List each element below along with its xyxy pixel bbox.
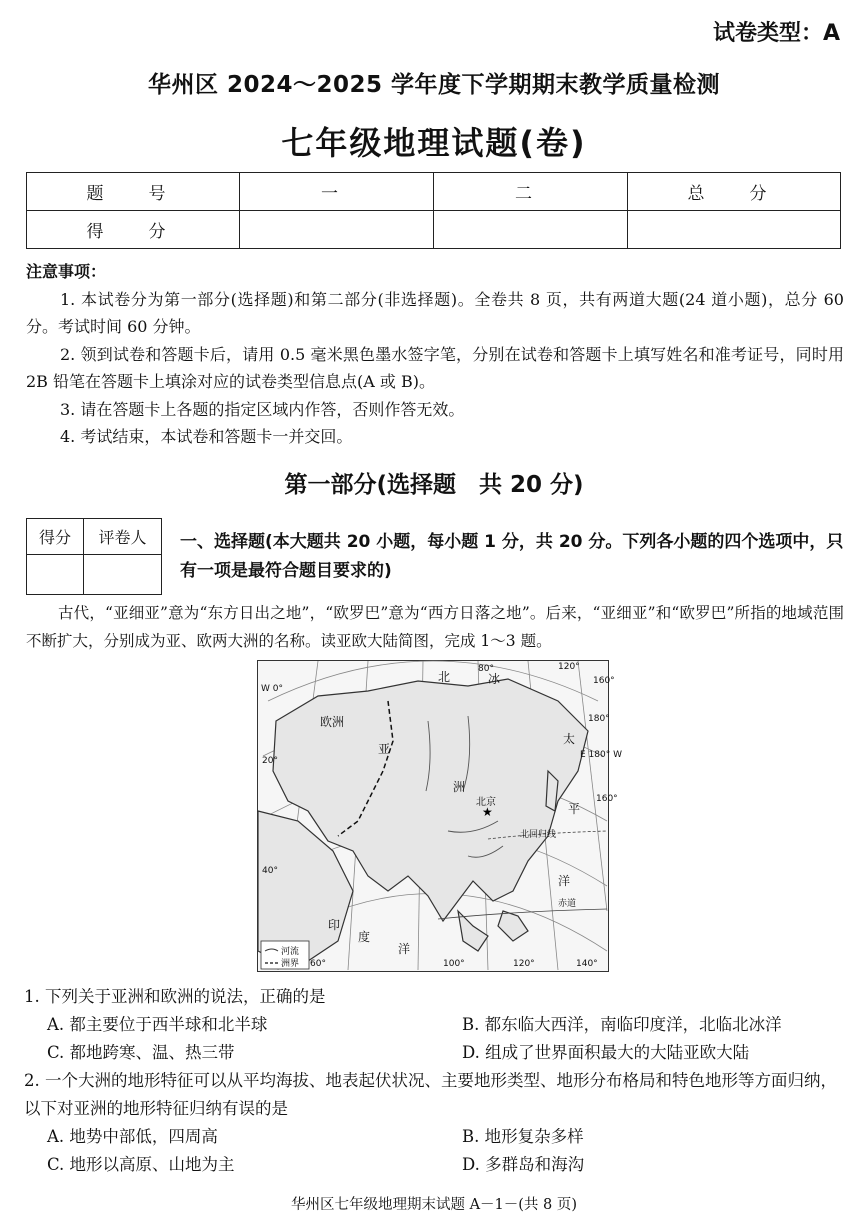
question-option[interactable]: B. 地形复杂多样	[462, 1127, 584, 1146]
beijing-star-icon: ★	[482, 805, 493, 819]
paper-type: 试卷类型：A	[712, 21, 840, 46]
notes-title: 注意事项：	[26, 262, 107, 281]
reading-intro: 古代，“亚细亚”意为“东方日出之地”，“欧罗巴”意为“西方日落之地”。后来，“亚细亚”和“欧罗巴”所指的地域范围不断扩大，分别成为亚、欧两大洲的名称。读亚欧大陆简图，完成 1～3 题。	[26, 604, 844, 650]
score-cell: 二	[434, 173, 628, 211]
subject-title: 七年级地理试题(卷)	[281, 124, 587, 162]
question-option[interactable]: C. 地形以高原、山地为主	[47, 1155, 235, 1174]
legend-boundary-label: 洲界	[281, 959, 300, 969]
score-input-cell[interactable]	[628, 211, 841, 249]
score-cell: 题 号	[27, 173, 240, 211]
question-option[interactable]: D. 多群岛和海沟	[462, 1155, 585, 1174]
score-cell: 得 分	[27, 211, 240, 249]
map-label: 赤道	[558, 899, 577, 909]
map-legend	[261, 941, 309, 969]
grader-name-label: 评卷人	[84, 519, 162, 555]
legend-river-label: 河流	[281, 947, 300, 957]
question-option[interactable]: A. 都主要位于西半球和北半球	[47, 1015, 268, 1034]
eurasia-map	[257, 660, 622, 972]
map-tick: 120°	[513, 959, 535, 969]
map-label: 北京	[476, 797, 496, 808]
score-input-cell[interactable]	[434, 211, 628, 249]
map-tick: 180°	[588, 714, 610, 724]
grader-score-cell[interactable]	[27, 555, 84, 595]
notes-item: 2. 领到试卷和答题卡后，请用 0.5 毫米黑色墨水签字笔，分别在试卷和答题卡上填写姓名和准考证号，同时用 2B 铅笔在答题卡上填涂对应的试卷类型信息点(A 或 B)。	[26, 344, 844, 391]
map-tick: 160°	[593, 676, 615, 686]
map-label: 太	[563, 732, 576, 746]
map-label: 度	[358, 930, 371, 944]
notes-section	[26, 258, 844, 451]
score-cell: 一	[240, 173, 434, 211]
grader-name-cell[interactable]	[84, 555, 162, 595]
map-label: 平	[568, 802, 581, 816]
question-option[interactable]: A. 地势中部低，四周高	[47, 1127, 218, 1146]
score-input-cell[interactable]	[240, 211, 434, 249]
notes-item: 3. 请在答题卡上各题的指定区域内作答，否则作答无效。	[60, 399, 465, 419]
score-table-row	[27, 173, 841, 211]
map-tick: 100°	[443, 959, 465, 969]
map-tick: E 180° W	[580, 750, 622, 760]
map-label: 欧洲	[320, 715, 345, 729]
map-label: 洋	[558, 874, 571, 888]
map-tick: 140°	[576, 959, 598, 969]
question-option[interactable]: B. 都东临大西洋，南临印度洋，北临北冰洋	[462, 1015, 782, 1034]
score-table-row	[27, 211, 841, 249]
map-label: 北回归线	[520, 830, 557, 840]
map-label: 印	[328, 918, 341, 932]
question-option[interactable]: D. 组成了世界面积最大的大陆亚欧大陆	[462, 1043, 750, 1062]
grader-score-label: 得分	[27, 519, 84, 555]
map-label: 洋	[398, 942, 411, 956]
exam-title: 华州区 2024～2025 学年度下学期期末教学质量检测	[147, 72, 721, 98]
map-label: 亚	[378, 742, 391, 756]
map-tick: 80°	[478, 664, 494, 674]
score-table	[26, 172, 841, 249]
eurasia-map-svg	[258, 661, 622, 970]
page-footer: 华州区七年级地理期末试题 A－1－(共 8 页)	[290, 1197, 578, 1213]
map-label: 冰	[488, 672, 501, 686]
question-stem: 2. 一个大洲的地形特征可以从平均海拔、地表起伏状况、主要地形类型、地形分布格局和特色地形等方面归纳，以下对亚洲的地形特征归纳有误的是	[24, 1071, 837, 1118]
question-stem: 1. 下列关于亚洲和欧洲的说法，正确的是	[24, 987, 326, 1006]
score-cell: 总 分	[628, 173, 841, 211]
map-tick: W 0°	[261, 684, 283, 694]
notes-item: 1. 本试卷分为第一部分(选择题)和第二部分(非选择题)。全卷共 8 页，共有两道大题(24 道小题)，总分 60 分。考试时间 60 分钟。	[26, 289, 844, 336]
section-heading: 一、选择题(本大题共 20 小题，每小题 1 分，共 20 分。下列各小题的四个选项中，只有一项是最符合题目要求的)	[180, 532, 844, 581]
map-tick: 40°	[262, 866, 278, 876]
notes-item: 4. 考试结束，本试卷和答题卡一并交回。	[60, 427, 353, 446]
map-label: 洲	[453, 780, 466, 794]
grader-table	[26, 518, 162, 595]
map-tick: 120°	[558, 662, 580, 672]
map-tick: 160°	[596, 794, 618, 804]
question-option[interactable]: C. 都地跨寒、温、热三带	[47, 1043, 235, 1062]
map-tick: 20°	[262, 756, 278, 766]
map-label: 北	[438, 670, 451, 684]
part1-title: 第一部分(选择题 共 20 分)	[284, 472, 584, 498]
map-tick: 60°	[310, 959, 326, 969]
